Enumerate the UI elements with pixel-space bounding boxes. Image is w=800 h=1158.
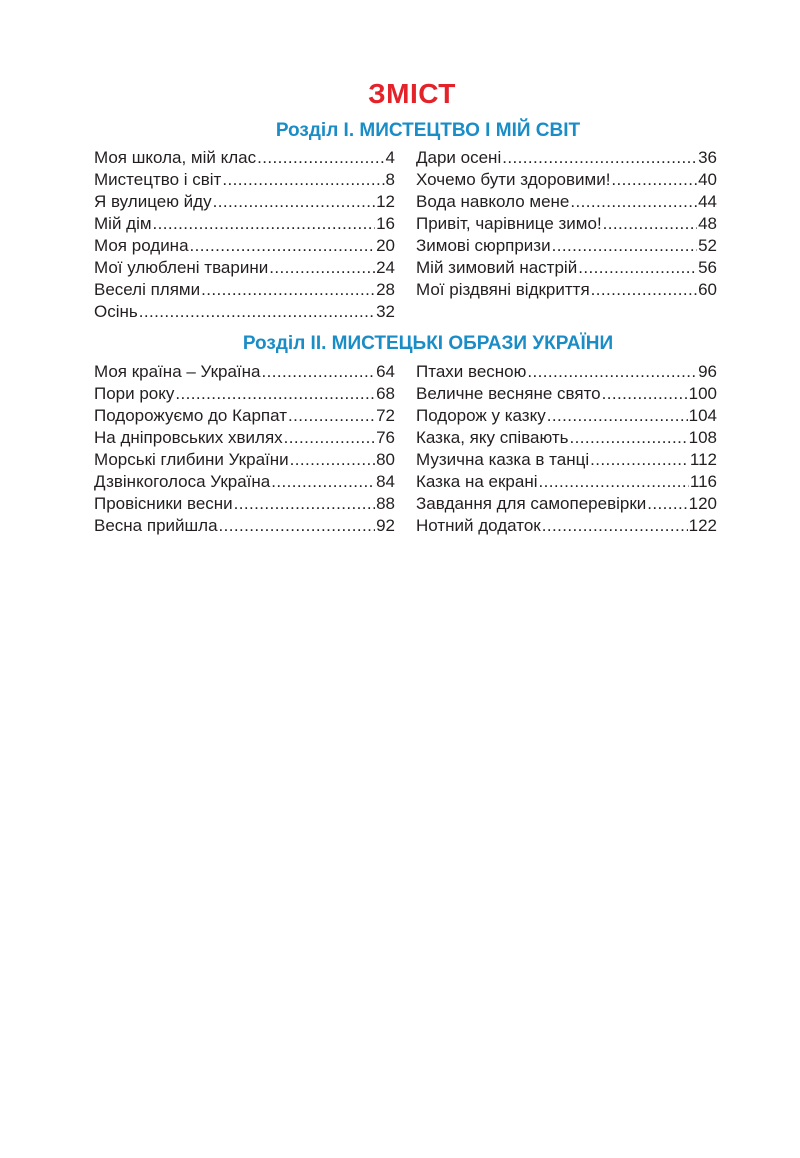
toc-entry-title: Казка на екрані xyxy=(416,472,538,491)
section-heading: Розділ ІІ. МИСТЕЦЬКІ ОБРАЗИ УКРАЇНИ xyxy=(242,333,614,354)
dot-leader xyxy=(578,257,697,279)
toc-entry-page-number: 56 xyxy=(698,258,717,277)
toc-entry-title: Зимові сюрпризи xyxy=(416,236,551,255)
toc-entry-page-number: 122 xyxy=(688,516,717,535)
toc-entry-title: Провісники весни xyxy=(94,494,233,513)
toc-entry xyxy=(416,427,717,449)
dot-leader xyxy=(213,191,375,213)
toc-entry xyxy=(94,405,395,427)
toc-entry-title: Музична казка в танці xyxy=(416,450,590,469)
toc-entry-title: Морські глибини України xyxy=(94,450,289,469)
toc-entry-page-number: 68 xyxy=(376,384,395,403)
dot-leader xyxy=(262,361,376,383)
toc-entry-page-number: 36 xyxy=(698,148,717,167)
toc-entry-page-number: 12 xyxy=(376,192,395,211)
toc-entry xyxy=(94,169,395,191)
toc-entry xyxy=(94,493,395,515)
toc-entry-page-number: 60 xyxy=(698,280,717,299)
toc-entry-title: Завдання для самоперевірки xyxy=(416,494,647,513)
toc-entry-page-number: 52 xyxy=(698,236,717,255)
toc-entry xyxy=(416,147,717,169)
toc-entry xyxy=(94,383,395,405)
toc-entry-page-number: 80 xyxy=(376,450,395,469)
toc-entry-page-number: 16 xyxy=(376,214,395,233)
dot-leader xyxy=(538,471,688,493)
toc-entry-page-number: 24 xyxy=(376,258,395,277)
toc-entry-page-number: 108 xyxy=(688,428,717,447)
dot-leader xyxy=(257,147,384,169)
toc-entry-title: Подорож у казку xyxy=(416,406,546,425)
toc-entry-page-number: 104 xyxy=(688,406,717,425)
dot-leader xyxy=(190,235,376,257)
toc-entry-title: На дніпровських хвилях xyxy=(94,428,283,447)
toc-entry xyxy=(94,515,395,537)
dot-leader xyxy=(201,279,375,301)
dot-leader xyxy=(647,493,687,515)
dot-leader xyxy=(234,493,375,515)
toc-entry xyxy=(416,515,717,537)
toc-entry xyxy=(416,169,717,191)
toc-entry-title: Мій зимовий настрій xyxy=(416,258,578,277)
dot-leader xyxy=(527,361,697,383)
dot-leader xyxy=(570,191,697,213)
dot-leader xyxy=(290,449,375,471)
toc-entry-title: Вода навколо мене xyxy=(416,192,570,211)
toc-entry xyxy=(94,427,395,449)
toc-entry-title: Дзвінкоголоса Україна xyxy=(94,472,271,491)
toc-entry-title: Веселі плями xyxy=(94,280,201,299)
toc-entry-title: Подорожуємо до Карпат xyxy=(94,406,287,425)
dot-leader xyxy=(602,383,688,405)
dot-leader xyxy=(284,427,375,449)
toc-entry xyxy=(94,471,395,493)
toc-entry xyxy=(94,235,395,257)
toc-column-left xyxy=(94,147,395,323)
toc-entry xyxy=(94,213,395,235)
toc-entry-title: Осінь xyxy=(94,302,138,321)
dot-leader xyxy=(570,427,688,449)
dot-leader xyxy=(175,383,375,405)
dot-leader xyxy=(153,213,376,235)
toc-entry-page-number: 88 xyxy=(376,494,395,513)
dot-leader xyxy=(603,213,697,235)
toc-entry-page-number: 20 xyxy=(376,236,395,255)
toc-entry-title: Весна прийшла xyxy=(94,516,218,535)
toc-entry-page-number: 112 xyxy=(689,450,717,469)
toc-entry-title: Птахи весною xyxy=(416,362,527,381)
toc-entry xyxy=(94,257,395,279)
dot-leader xyxy=(271,471,375,493)
toc-entry xyxy=(416,405,717,427)
dot-leader xyxy=(222,169,384,191)
dot-leader xyxy=(219,515,376,537)
dot-leader xyxy=(502,147,697,169)
toc-column-right xyxy=(416,361,717,537)
toc-entry xyxy=(416,279,717,301)
toc-entry-title: Моя країна – Україна xyxy=(94,362,261,381)
toc-entry-title: Мистецтво і світ xyxy=(94,170,222,189)
dot-leader xyxy=(590,449,689,471)
toc-entry xyxy=(416,191,717,213)
toc-entry-page-number: 32 xyxy=(376,302,395,321)
dot-leader xyxy=(591,279,697,301)
toc-column-left xyxy=(94,361,395,537)
toc-entry xyxy=(416,213,717,235)
toc-entry-page-number: 116 xyxy=(689,472,717,491)
toc-entry-title: Моя родина xyxy=(94,236,189,255)
toc-entry-page-number: 96 xyxy=(698,362,717,381)
toc-entry-page-number: 76 xyxy=(376,428,395,447)
dot-leader xyxy=(611,169,697,191)
toc-column-right xyxy=(416,147,717,301)
toc-entry xyxy=(416,449,717,471)
page-title: ЗМІСТ xyxy=(368,78,456,109)
toc-entry-page-number: 84 xyxy=(376,472,395,491)
toc-entry xyxy=(416,235,717,257)
toc-entry xyxy=(416,493,717,515)
section-heading: Розділ І. МИСТЕЦТВО І МІЙ СВІТ xyxy=(275,120,581,141)
toc-entry-page-number: 40 xyxy=(698,170,717,189)
toc-entry xyxy=(416,471,717,493)
toc-entry-title: Я вулицею йду xyxy=(94,192,212,211)
toc-entry-page-number: 28 xyxy=(376,280,395,299)
dot-leader xyxy=(542,515,688,537)
toc-entry-page-number: 8 xyxy=(385,170,395,189)
toc-entry xyxy=(94,147,395,169)
toc-entry-title: Мої улюблені тварини xyxy=(94,258,269,277)
toc-entry xyxy=(416,361,717,383)
toc-entry-page-number: 48 xyxy=(698,214,717,233)
toc-entry-page-number: 120 xyxy=(688,494,717,513)
toc-entry-page-number: 72 xyxy=(376,406,395,425)
toc-entry xyxy=(416,257,717,279)
toc-entry-title: Величне весняне свято xyxy=(416,384,601,403)
dot-leader xyxy=(288,405,375,427)
toc-entry-title: Нотний додаток xyxy=(416,516,541,535)
toc-entry-page-number: 44 xyxy=(698,192,717,211)
toc-entry xyxy=(94,449,395,471)
toc-entry-page-number: 64 xyxy=(376,362,395,381)
toc-entry xyxy=(94,279,395,301)
toc-entry-title: Казка, яку співають xyxy=(416,428,569,447)
toc-entry xyxy=(94,361,395,383)
toc-entry-title: Дари осені xyxy=(416,148,502,167)
toc-entry xyxy=(94,191,395,213)
toc-entry-page-number: 92 xyxy=(376,516,395,535)
toc-entry xyxy=(94,301,395,323)
toc-entry-title: Пори року xyxy=(94,384,175,403)
toc-entry-title: Привіт, чарівнице зимо! xyxy=(416,214,602,233)
toc-entry xyxy=(416,383,717,405)
dot-leader xyxy=(552,235,697,257)
toc-entry-page-number: 4 xyxy=(385,148,395,167)
toc-entry-title: Мій дім xyxy=(94,214,152,233)
toc-entry-title: Мої різдвяні відкриття xyxy=(416,280,590,299)
dot-leader xyxy=(139,301,375,323)
toc-entry-page-number: 100 xyxy=(688,384,717,403)
toc-entry-title: Моя школа, мій клас xyxy=(94,148,257,167)
dot-leader xyxy=(269,257,375,279)
toc-entry-title: Хочемо бути здоровими! xyxy=(416,170,611,189)
dot-leader xyxy=(547,405,688,427)
